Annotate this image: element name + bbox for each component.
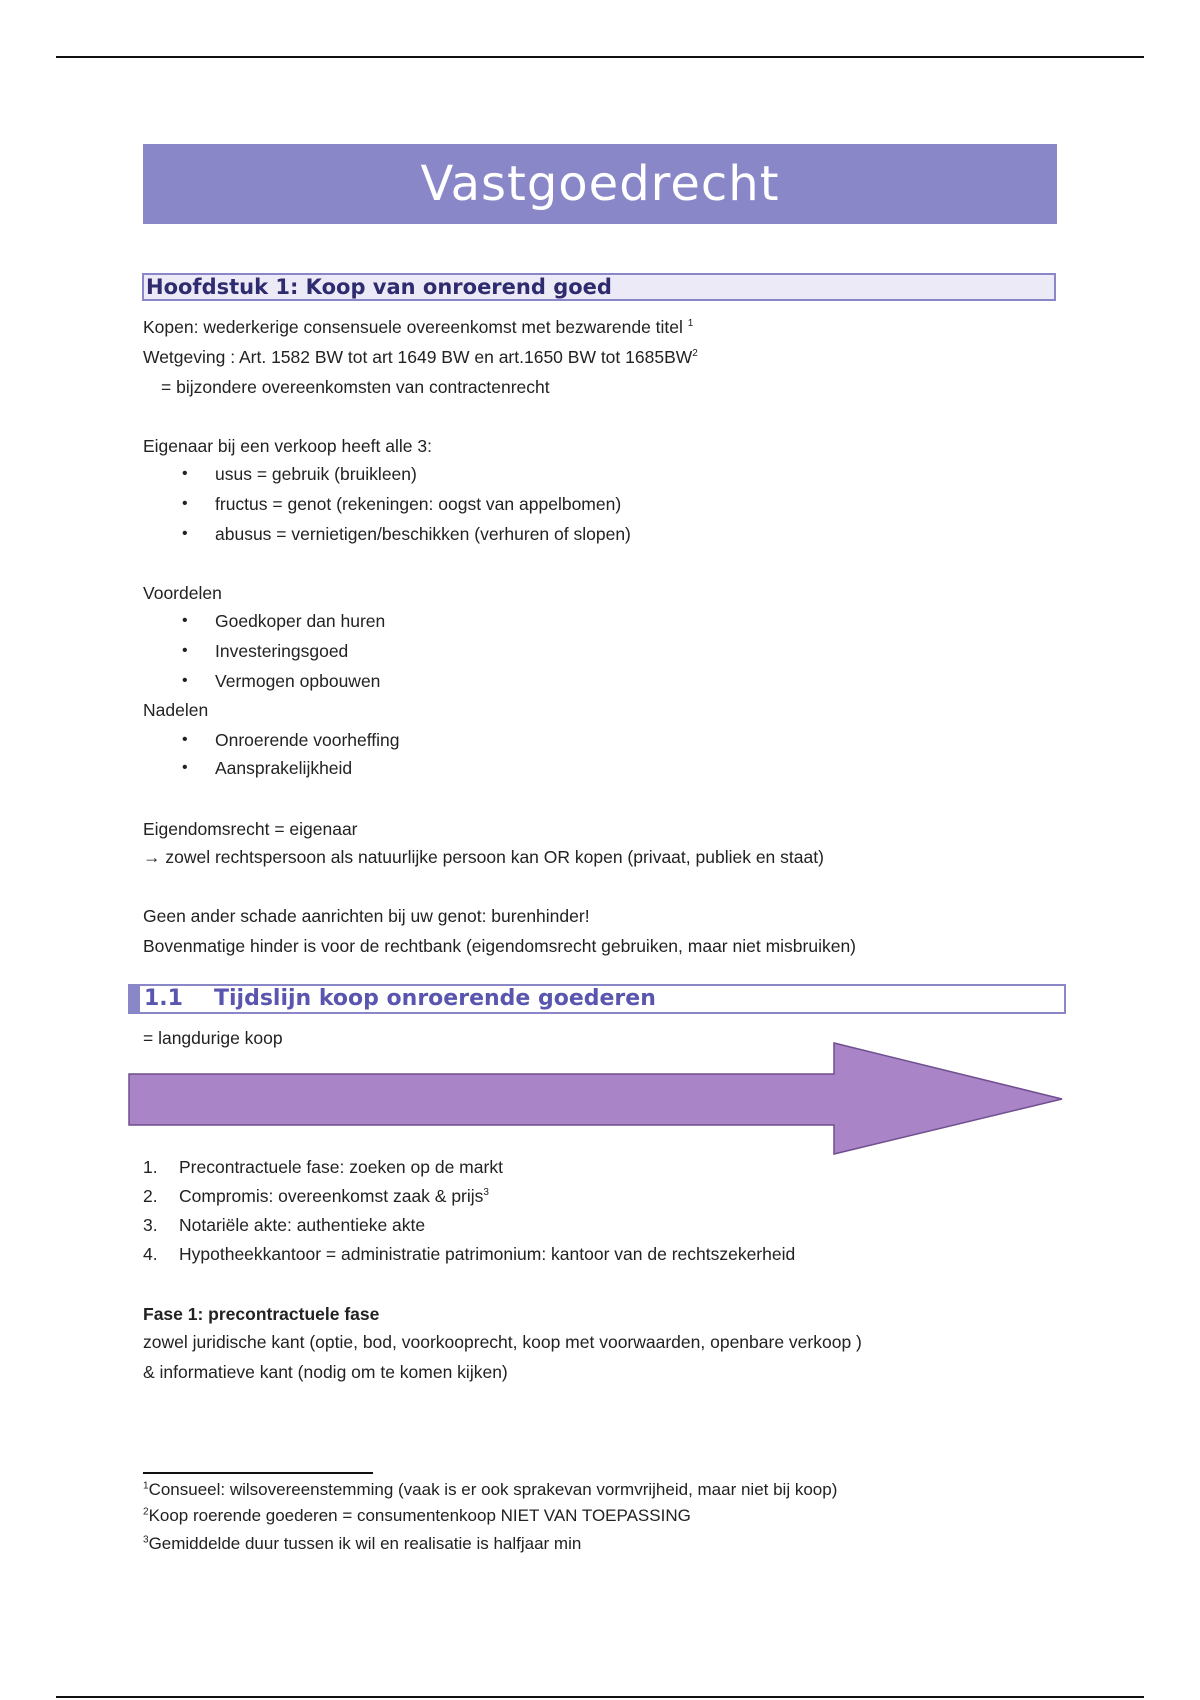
list-item: • fructus = genot (rekeningen: oogst van appelbomen) [215,493,621,515]
list-item: • Aansprakelijkheid [215,757,352,779]
section-heading [128,984,1066,1014]
nadelen-heading: Nadelen [143,700,209,720]
footnote-separator [143,1472,373,1474]
footnote-ref: 2 [692,348,698,360]
list-item: • Investeringsgoed [215,640,348,662]
section-title: Tijdslijn koop onroerende goederen [214,986,656,1011]
document-title: Vastgoedrecht [143,144,1057,224]
list-item: • Goedkoper dan huren [215,610,385,632]
wetgeving-line: Wetgeving : Art. 1582 BW tot art 1649 BW en art.1650 BW tot $1685BW^2$ [143,347,698,367]
timeline-arrow [128,1042,1068,1156]
list-item: • Onroerende voorheffing [215,729,400,751]
list-item: • abusus = vernietigen/beschikken (verhuren of slopen) [215,523,631,545]
bovenmatige-hinder-line: Bovenmatige hinder is voor de rechtbank (eigendomsrecht gebruiken, maar niet misbruiken) [143,936,857,956]
footnote: $^3$Gemiddelde duur tussen ik wil en realisatie is halfjaar min [143,1534,582,1553]
phase-item: 4. Hypotheekkantoor = administratie patrimonium: kantoor van de rechtszekerheid [143,1244,796,1264]
timeline-arrow-shape [129,1043,1062,1154]
phase-item: 1. Precontractuele fase: zoeken op de markt [143,1157,503,1177]
list-item: • usus = gebruik (bruikleen) [215,463,417,485]
fase1-line: zowel juridische kant (optie, bod, voorkooprecht, koop met voorwaarden, openbare verkoop ) [143,1332,862,1352]
eigenaar-heading: Eigenaar bij een verkoop heeft alle 3: [143,436,432,456]
phase-item: 3. Notariële akte: authentieke akte [143,1215,426,1235]
fase1-heading: Fase 1: precontractuele fase [143,1304,380,1324]
chapter-heading: Hoofdstuk 1: Koop van onroerend goed [142,273,1056,301]
fase1-line: & informatieve kant (nodig om te komen kijken) [143,1362,508,1382]
burenhinder-line: Geen ander schade aanrichten bij uw genot: burenhinder! [143,906,590,926]
footnote-ref: 3 [483,1187,489,1199]
kopen-line: Kopen: wederkerige consensuele overeenkomst met bezwarende titel $^1$ [143,317,694,337]
phase-item: 2. Compromis: overeenkomst zaak & prijs$^3$ [143,1186,489,1206]
bijzondere-line: = bijzondere overeenkomsten van contractenrecht [161,377,550,397]
voordelen-heading: Voordelen [143,583,222,603]
footnote-ref: 1 [687,318,694,330]
footnote: $^2$Koop roerende goederen = consumentenkoop NIET VAN TOEPASSING [143,1506,691,1525]
eigendomsrecht-arrow-line: → zowel rechtspersoon als natuurlijke persoon kan OR kopen (privaat, publiek en staat) [143,847,824,867]
footnote: $^1$Consueel: wilsovereenstemming (vaak is er ook sprakevan vormvrijheid, maar niet bij koop) [143,1480,838,1499]
bottom-rule [56,1696,1144,1698]
top-rule [56,56,1144,58]
eigendomsrecht-line: Eigendomsrecht = eigenaar [143,819,358,839]
section-subtitle: = langdurige koop [143,1028,283,1048]
section-number: 1.1 [144,986,183,1011]
list-item: • Vermogen opbouwen [215,670,380,692]
